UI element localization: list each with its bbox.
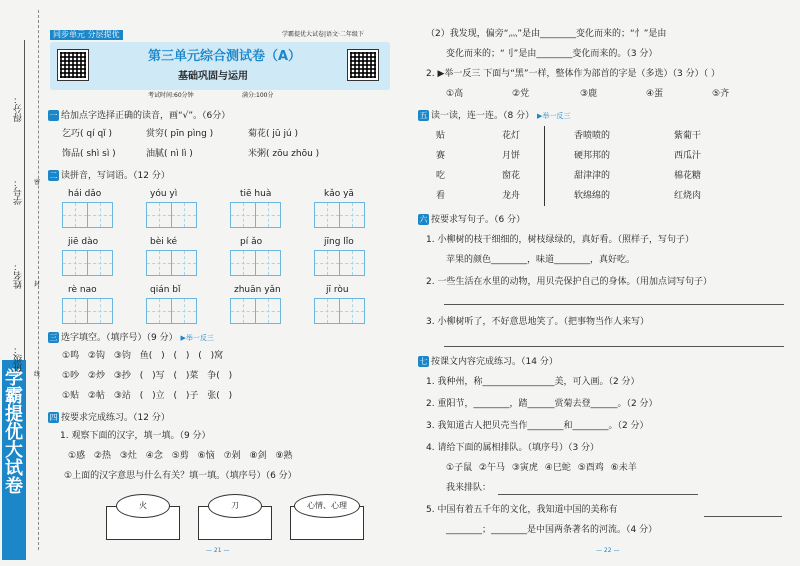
section-7-num: 七 [419,357,428,366]
match-noun: 窗花 [502,171,521,181]
writing-grid[interactable] [146,298,197,324]
section-5-text: 读一读，连一连。（8 分） [431,111,535,121]
match-food: 紫葡干 [674,131,702,141]
writing-grid[interactable] [314,250,365,276]
writing-grid[interactable] [146,202,197,228]
section-4-num: 四 [49,413,58,422]
s6-q1: 1. 小柳树的枝干细细的，树枝绿绿的，真好看。（照样子，写句子） [426,235,694,245]
seal-mi: 密 [34,179,41,186]
pinyin: hái dǎo [68,189,102,199]
seal-xian: 线 [34,371,41,378]
pinyin: kǎo yā [324,189,354,199]
answer-line[interactable] [704,516,782,517]
label-xingming: 姓名： [14,262,24,289]
pinyin: rè nao [68,285,97,295]
s1-item: 米粥( zōu zhōu ) [248,149,320,159]
header-brand: 学霸提优大试卷|语文·二年级下 [282,31,364,38]
match-verb: 赛 [436,151,446,161]
section-5-num: 五 [419,111,428,120]
match-noun: 龙舟 [502,191,521,201]
s3-row: ①贴 ②帖 ③站 ( )立 ( )子 张( ) [62,391,233,401]
match-verb: 吃 [436,171,446,181]
option: ①高 [446,89,464,99]
s6-q2: 2. 一些生活在水里的动物，用贝壳保护自己的身体。（用加点词写句子） [426,277,712,287]
writing-grid[interactable] [62,298,113,324]
writing-grid[interactable] [314,202,365,228]
match-verb: 看 [436,191,446,201]
pinyin: yóu yì [150,189,178,199]
section-3-text: 选字填空。（填序号）（9 分） [61,333,178,343]
label-banji: 班级： [14,345,24,372]
page-number-right: — 22 — [596,547,620,554]
match-food: 棉花糖 [674,171,702,181]
page-subtitle: 基础巩固与运用 [178,71,248,82]
s4-chars: ①感 ②热 ③灶 ④念 ⑤剪 ⑥恼 ⑦剁 ⑧剑 ⑨熟 [68,451,293,461]
section-2-num: 二 [49,171,58,180]
section-3-num: 三 [49,333,58,342]
match-verb: 贴 [436,131,446,141]
bubble-knife: 刀 [208,494,262,518]
writing-grid[interactable] [230,298,281,324]
section-1-num: 一 [49,111,58,120]
r-top-l2: 变化而来的；“刂”是由________变化而来的。（3 分） [446,49,658,59]
spine-name-line [24,40,25,360]
s7-q2: 2. 重阳节，________，踏______赏菊去登______。（2 分） [426,399,658,409]
answer-line[interactable] [444,346,784,347]
s7-q5b: ________；________是中国两条著名的河流。（4 分） [446,525,658,535]
section-7-title [418,356,558,367]
pinyin: tiē huà [240,189,272,199]
s7-zodiac: ①子鼠 ②午马 ③寅虎 ④巳蛇 ⑤酉鸡 ⑥未羊 [446,463,637,473]
match-adj: 甜津津的 [574,171,611,181]
match-adj: 香喷喷的 [574,131,611,141]
pinyin: jīng lǐo [324,237,354,247]
s1-item: 赏穷( pīn pìng ) [146,129,214,139]
pinyin: bèi ké [150,237,178,247]
pinyin: jī ròu [326,285,349,295]
section-6-title [418,214,525,225]
s7-q4: 4. 请给下面的属相排队。（填序号）（3 分） [426,443,600,453]
qr-code-right [348,50,378,80]
pinyin: zhuān yǎn [234,285,281,295]
s1-item: 乞巧( qí qǐ ) [62,129,113,139]
section-3-tag: ▶举一反三 [180,334,214,342]
left-page [46,0,400,566]
section-6-num: 六 [419,215,428,224]
section-5-title [418,110,570,121]
pinyin: pí ǎo [240,237,263,247]
writing-grid[interactable] [62,202,113,228]
section-6-text: 按要求写句子。（6 分） [431,215,526,225]
s6-q1b: 苹果的颜色________，味道________，真好吃。 [446,255,636,265]
spine-title: 学霸提优大试卷 [2,368,23,494]
s6-q3: 3. 小柳树听了，不好意思地笑了。（把事物当作人来写） [426,317,649,327]
option: ③鹿 [580,89,598,99]
writing-grid[interactable] [62,250,113,276]
pinyin: qián bǐ [150,285,181,295]
section-3-title [48,332,214,343]
section-1-text: 给加点字选择正确的读音，画“√”。（6分） [61,111,231,121]
exam-time: 考试时间:60分钟 [148,92,194,99]
bubble-heart: 心情、心理 [294,494,360,518]
s1-item: 饰品( shì sì ) [62,149,116,159]
right-page [404,0,800,566]
left-spine [0,0,46,566]
s3-row: ①鸣 ②钩 ③钧 鱼( ) ( ) ( )窝 [62,351,224,361]
option: ⑤齐 [712,89,730,99]
seal-feng: 封 [34,281,41,288]
match-noun: 月饼 [502,151,521,161]
section-7-text: 按课文内容完成练习。（14 分） [431,357,558,367]
s7-q3: 3. 我知道古人把贝壳当作________和________。（2 分） [426,421,649,431]
section-4-text: 按要求完成练习。（12 分） [61,413,170,423]
page-number-left: — 21 — [206,547,230,554]
s1-item: 油腻( nì lì ) [146,149,193,159]
match-noun: 花灯 [502,131,521,141]
section-5-tag: ▶举一反三 [536,112,571,120]
writing-grid[interactable] [230,202,281,228]
exam-score: 满分:100分 [242,92,274,99]
section-4-title [48,412,170,423]
header-tag: 同步单元 分层提优 [50,30,123,40]
s4-q1a: ①上面的汉字意思与什么有关？填一填。（填序号）（6 分） [64,471,297,481]
answer-line[interactable] [444,304,784,305]
answer-line[interactable] [498,494,698,495]
option: ④蛋 [646,89,664,99]
s7-q5: 5. 中国有着五千年的文化，我知道中国的美称有 [426,505,618,515]
section-2-text: 读拼音，写词语。（12 分） [61,171,170,181]
section-2-title [48,170,170,181]
writing-grid[interactable] [146,250,197,276]
match-food: 红烧肉 [674,191,702,201]
matching-divider [544,126,545,206]
s1-item: 菊花( jū jú ) [248,129,299,139]
bubble-fire: 火 [116,494,170,518]
page-title: 第三单元综合测试卷（A） [148,49,302,64]
section-1-title [48,110,230,121]
writing-grid[interactable] [314,298,365,324]
label-xuehao: 学号： [14,178,24,205]
match-food: 西瓜汁 [674,151,702,161]
qr-code-left [58,50,88,80]
match-adj: 硬邦邦的 [574,151,611,161]
r-top-q2: 2. ▶举一反三 下面与“黑”一样，整体作为部首的字是（多选）（3 分）（ ） [426,69,721,79]
match-adj: 软绵绵的 [574,191,611,201]
r-top-l1: （2）我发现，偏旁“灬”是由________变化而来的；“忄”是由 [426,29,667,39]
s3-row: ①吵 ②炒 ③抄 ( )写 ( )菜 争( ) [62,371,233,381]
s7-q1: 1. 我种州，称________________美，可入画。（2 分） [426,377,640,387]
s7-q4b: 我来排队： [446,483,492,493]
s4-q1: 1. 观察下面的汉字，填一填。（9 分） [60,431,211,441]
seal-line [38,10,39,550]
option: ②党 [512,89,530,99]
pinyin: jiē dào [68,237,99,247]
writing-grid[interactable] [230,250,281,276]
label-defen: 得分： [14,95,24,122]
